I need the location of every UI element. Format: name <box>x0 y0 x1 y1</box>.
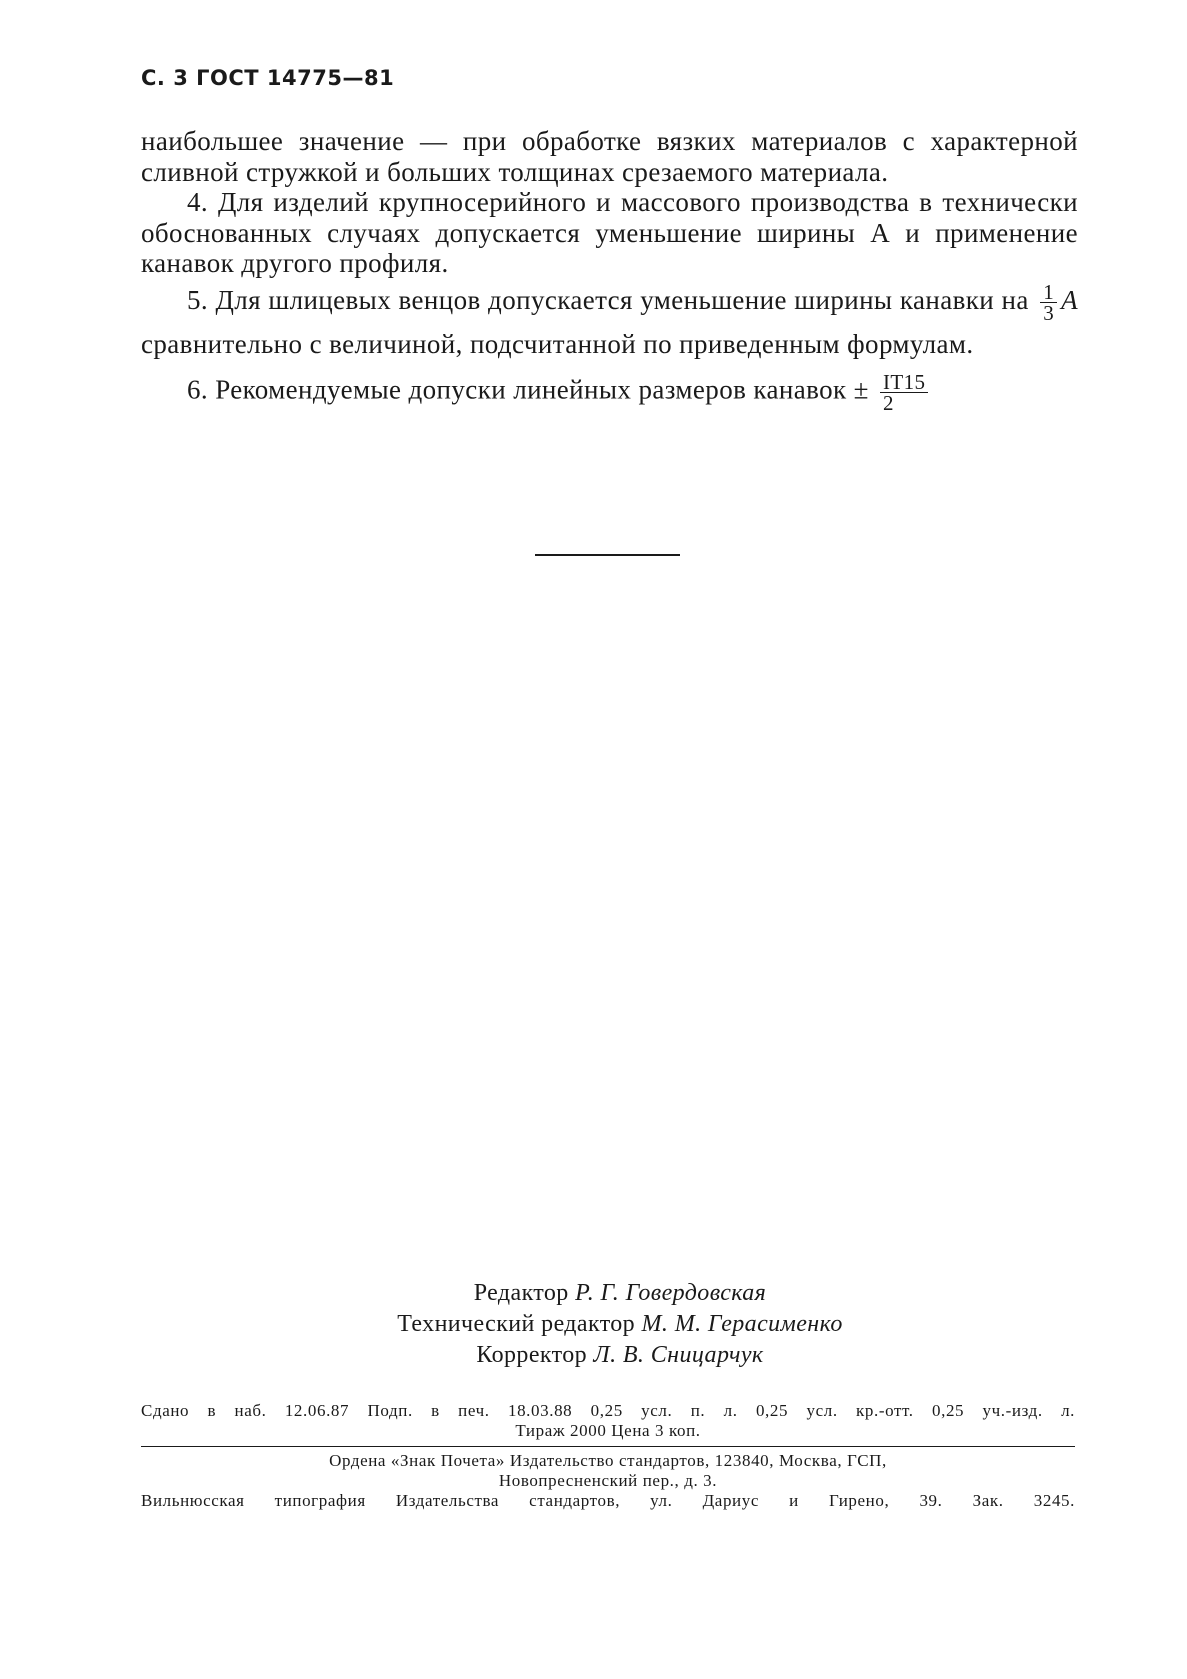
imprint-printer: Вильнюсская типография Издательства стандартов, ул. Дариус и Гирено, 39. Зак. 3245. <box>141 1491 1075 1510</box>
credit-tech-editor-name: М. М. Герасименко <box>641 1311 843 1337</box>
fraction-numerator: 1 <box>1040 282 1057 303</box>
paragraph-5-text-after: сравнительно с величиной, подсчитанной по приведенным формулам. <box>141 328 974 359</box>
paragraph-3-continuation: наибольшее значение — при обработке вязких материалов с характерной сливной стружкой и больших толщинах срезаемого материала. <box>141 126 1078 187</box>
credit-corrector-label: Корректор <box>476 1342 588 1368</box>
credit-editor-name: Р. Г. Говердовская <box>575 1280 767 1306</box>
paragraph-4: 4. Для изделий крупносерийного и массового производства в технически обоснованных случаях допускается уменьшение ширины А и применение канавок другого профиля. <box>141 187 1078 278</box>
credit-tech-editor <box>340 1309 900 1340</box>
credit-corrector <box>340 1340 900 1371</box>
fraction-one-third <box>1040 279 1057 325</box>
imprint-print-run: Тираж 2000 Цена 3 коп. <box>515 1421 701 1440</box>
imprint-print-details: Сдано в наб. 12.06.87 Подп. в печ. 18.03.88 0,25 усл. п. л. 0,25 усл. кр.-отт. 0,25 уч.-изд. л. <box>141 1401 1075 1420</box>
paragraph-6-text: 6. Рекомендуемые допуски линейных размеров канавок ± <box>187 374 869 405</box>
fraction-numerator: IT15 <box>880 372 928 393</box>
credit-corrector-name: Л. В. Сницарчук <box>593 1342 764 1368</box>
paragraph-5 <box>141 279 1078 366</box>
fraction-denominator: 3 <box>1043 300 1055 325</box>
paragraph-5-text-before: 5. Для шлицевых венцов допускается уменьшение ширины канавки на <box>187 284 1029 315</box>
fraction-denominator: 2 <box>883 390 894 415</box>
paragraph-6 <box>141 369 1078 415</box>
credit-editor-label: Редактор <box>473 1280 569 1306</box>
imprint-rule <box>141 1446 1075 1447</box>
variable-a: A <box>1061 284 1078 315</box>
body-text <box>141 126 1078 413</box>
imprint-block <box>141 1401 1075 1511</box>
fraction-it15-over-2 <box>880 369 928 415</box>
credit-editor <box>340 1278 900 1309</box>
page-header: С. 3 ГОСТ 14775—81 <box>141 66 395 90</box>
credit-tech-editor-label: Технический редактор <box>397 1311 636 1337</box>
imprint-publisher: Ордена «Знак Почета» Издательство стандартов, 123840, Москва, ГСП, <box>329 1451 887 1470</box>
section-divider <box>535 554 680 556</box>
imprint-publisher-address: Новопресненский пер., д. 3. <box>498 1471 718 1490</box>
credits-block <box>340 1278 900 1371</box>
